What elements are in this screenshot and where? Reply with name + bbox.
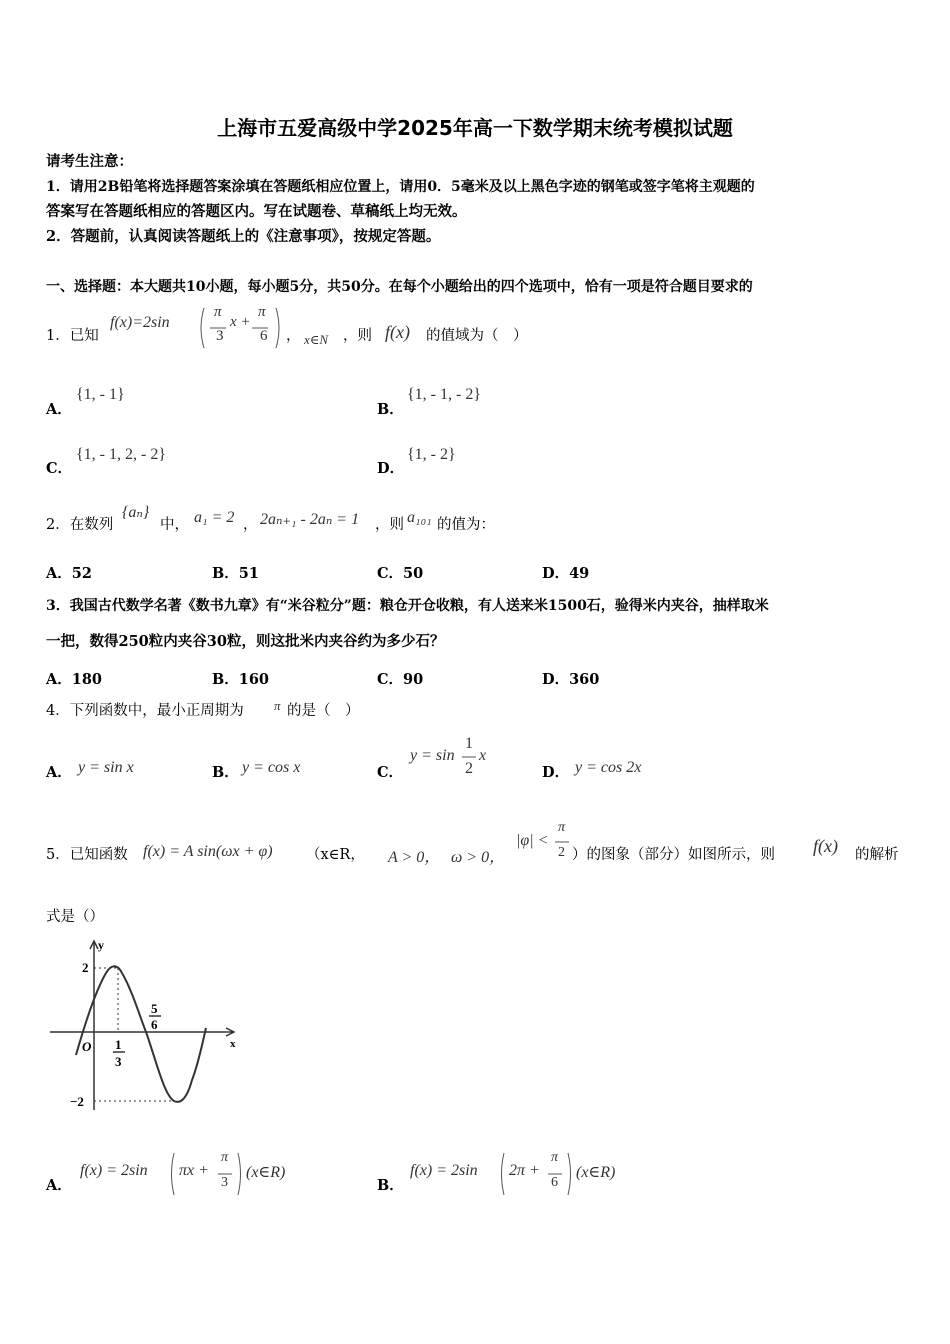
q3-option-b[interactable]: B．160 [212, 671, 270, 688]
q1-number: 1．已知 [46, 328, 99, 344]
graph-curve [76, 966, 206, 1102]
q1-then: ，则 [343, 328, 372, 344]
q1-option-a[interactable]: {1, - 1} [76, 386, 125, 403]
q5-fx: f(x) [813, 836, 838, 856]
q2-number: 2．在数列 [46, 517, 114, 533]
notice-heading: 请考生注意： [46, 153, 133, 170]
q5-line-2: 式是（） [46, 909, 104, 925]
q2-option-c[interactable]: C．50 [377, 565, 424, 582]
q2-option-d[interactable]: D．49 [542, 565, 590, 582]
q5-cond-1: （x∈R， [306, 847, 365, 863]
q3-option-d[interactable]: D．360 [542, 671, 600, 688]
q1-formula-den-3: 3 [216, 328, 224, 344]
q5-option-b-inner: 2π + [509, 1162, 540, 1179]
q5-option-a-pre[interactable]: f(x) = 2sin [80, 1162, 148, 1179]
q1-ask: 的值域为（ ） [426, 328, 528, 344]
q2-a1: a₁ = 2 [194, 509, 235, 526]
q1-option-a-label[interactable]: A． [46, 401, 72, 418]
q2-recurrence: 2aₙ₊₁ - 2aₙ = 1 [260, 511, 360, 528]
graph-x-label: x [230, 1038, 236, 1050]
q4-line: 4．下列函数中，最小正周期为 [46, 703, 244, 719]
q5-option-a-tail: (x∈R) [246, 1164, 286, 1181]
q5-cond-2: A > 0， [388, 849, 441, 866]
q1-formula-x: x + [230, 314, 251, 330]
q2-a101: a₁₀₁ [407, 509, 432, 526]
graph-origin-label: O [82, 1039, 92, 1054]
section-1-heading: 一、选择题：本大题共10小题，每小题5分，共50分。在每个小题给出的四个选项中，恰有一项是符合题目要求的 [46, 279, 753, 295]
q1-formula-den-6: 6 [260, 328, 268, 344]
q1-option-c[interactable]: {1, - 1, 2, - 2} [76, 446, 167, 463]
notice-line-1: 1．请用2B铅笔将选择题答案涂填在答题纸相应位置上，请用0．5毫米及以上黑色字迹的钢笔或签字笔将主观题的 [46, 179, 755, 195]
q5-mid: ）的图象（部分）如图所示，则 [572, 847, 775, 863]
q2-then: ，则 [375, 517, 404, 533]
q5-option-b-den: 6 [551, 1175, 558, 1190]
q1-option-b-label[interactable]: B． [377, 401, 404, 418]
q2-ask: 的值为： [437, 517, 495, 533]
q4-tail: 的是（ ） [287, 703, 360, 719]
q4-option-c-x: x [479, 747, 487, 764]
q5-option-a-den: 3 [221, 1175, 228, 1190]
q1-option-b[interactable]: {1, - 1, - 2} [407, 386, 482, 403]
q4-option-c-num: 1 [465, 735, 473, 752]
q5-cond-4-den: 2 [558, 845, 565, 860]
q3-option-c[interactable]: C．90 [377, 671, 424, 688]
q4-option-c-fraction-bar [462, 756, 476, 758]
q5-number: 5．已知函数 [46, 847, 128, 863]
q4-option-a-label[interactable]: A． [46, 764, 72, 781]
q1-option-d[interactable]: {1, - 2} [407, 446, 456, 463]
graph-tick-five-sixths-den: 6 [151, 1017, 158, 1032]
q3-line-2: 一把，数得250粒内夹谷30粒，则这批米内夹谷约为多少石？ [46, 633, 445, 650]
q4-option-d-label[interactable]: D． [542, 764, 570, 781]
q5-cond-4: |φ| < [516, 832, 549, 849]
q4-option-c-label[interactable]: C． [377, 764, 404, 781]
q1-formula-fx: f(x)=2sin [110, 314, 170, 331]
q5-cond-4-pi: π [558, 820, 566, 835]
q1-option-c-label[interactable]: C． [46, 460, 73, 477]
q4-option-c-den: 2 [465, 760, 473, 777]
notice-line-2: 答案写在答题纸相应的答题区内。写在试题卷、草稿纸上均无效。 [46, 203, 467, 220]
q4-option-d[interactable]: y = cos 2x [575, 759, 642, 776]
graph-y-label: y [98, 938, 104, 952]
q5-option-a-pi: π [221, 1150, 229, 1165]
q5-option-a-inner: πx + [179, 1162, 209, 1179]
notice-line-3: 2．答题前，认真阅读答题纸上的《注意事项》，按规定答题。 [46, 228, 441, 245]
q1-formula-pi-2: π [258, 304, 266, 320]
q1-comma: ， [286, 328, 301, 344]
q5-cond-4-fraction-bar [555, 841, 569, 843]
q4-option-c-pre[interactable]: y = sin [410, 747, 455, 764]
q2-option-b[interactable]: B．51 [212, 565, 259, 582]
q5-option-a-label[interactable]: A． [46, 1177, 72, 1194]
q1-domain: x∈N [304, 332, 329, 347]
q4-option-b-label[interactable]: B． [212, 764, 239, 781]
graph-ymax-label: 2 [82, 960, 89, 975]
q1-fx: f(x) [385, 322, 410, 342]
q3-option-a[interactable]: A．180 [46, 671, 103, 688]
q5-graph [46, 935, 246, 1117]
q5-cond-3: ω > 0， [451, 849, 506, 866]
q5-option-b-pre[interactable]: f(x) = 2sin [410, 1162, 478, 1179]
q5-tail: 的解析 [855, 847, 899, 863]
graph-ymin-label: −2 [70, 1094, 84, 1109]
q5-option-b-label[interactable]: B． [377, 1177, 404, 1194]
page-title: 上海市五爱高级中学2025年高一下数学期末统考模拟试题 [217, 116, 733, 140]
q5-option-b-pi: π [551, 1150, 559, 1165]
graph-tick-one-third-num: 1 [115, 1037, 122, 1052]
graph-tick-one-third-den: 3 [115, 1054, 122, 1069]
q5-function: f(x) = A sin(ωx + φ) [143, 843, 273, 860]
q3-line-1: 3．我国古代数学名著《数书九章》有“米谷粒分”题：粮仓开仓收粮，有人送来米1500石，验得米内夹谷，抽样取米 [46, 598, 769, 614]
q5-option-b-tail: (x∈R) [576, 1164, 616, 1181]
q1-option-d-label[interactable]: D． [377, 460, 405, 477]
q4-option-b[interactable]: y = cos x [242, 759, 301, 776]
q4-option-a[interactable]: y = sin x [78, 759, 134, 776]
q1-formula-pi-1: π [214, 304, 222, 320]
q2-sequence: {aₙ} [122, 504, 150, 521]
graph-tick-five-sixths-num: 5 [151, 1001, 158, 1016]
q4-pi: π [274, 698, 281, 713]
q2-sep: ， [243, 517, 258, 533]
q2-mid: 中， [160, 517, 189, 533]
q2-option-a[interactable]: A．52 [46, 565, 92, 582]
